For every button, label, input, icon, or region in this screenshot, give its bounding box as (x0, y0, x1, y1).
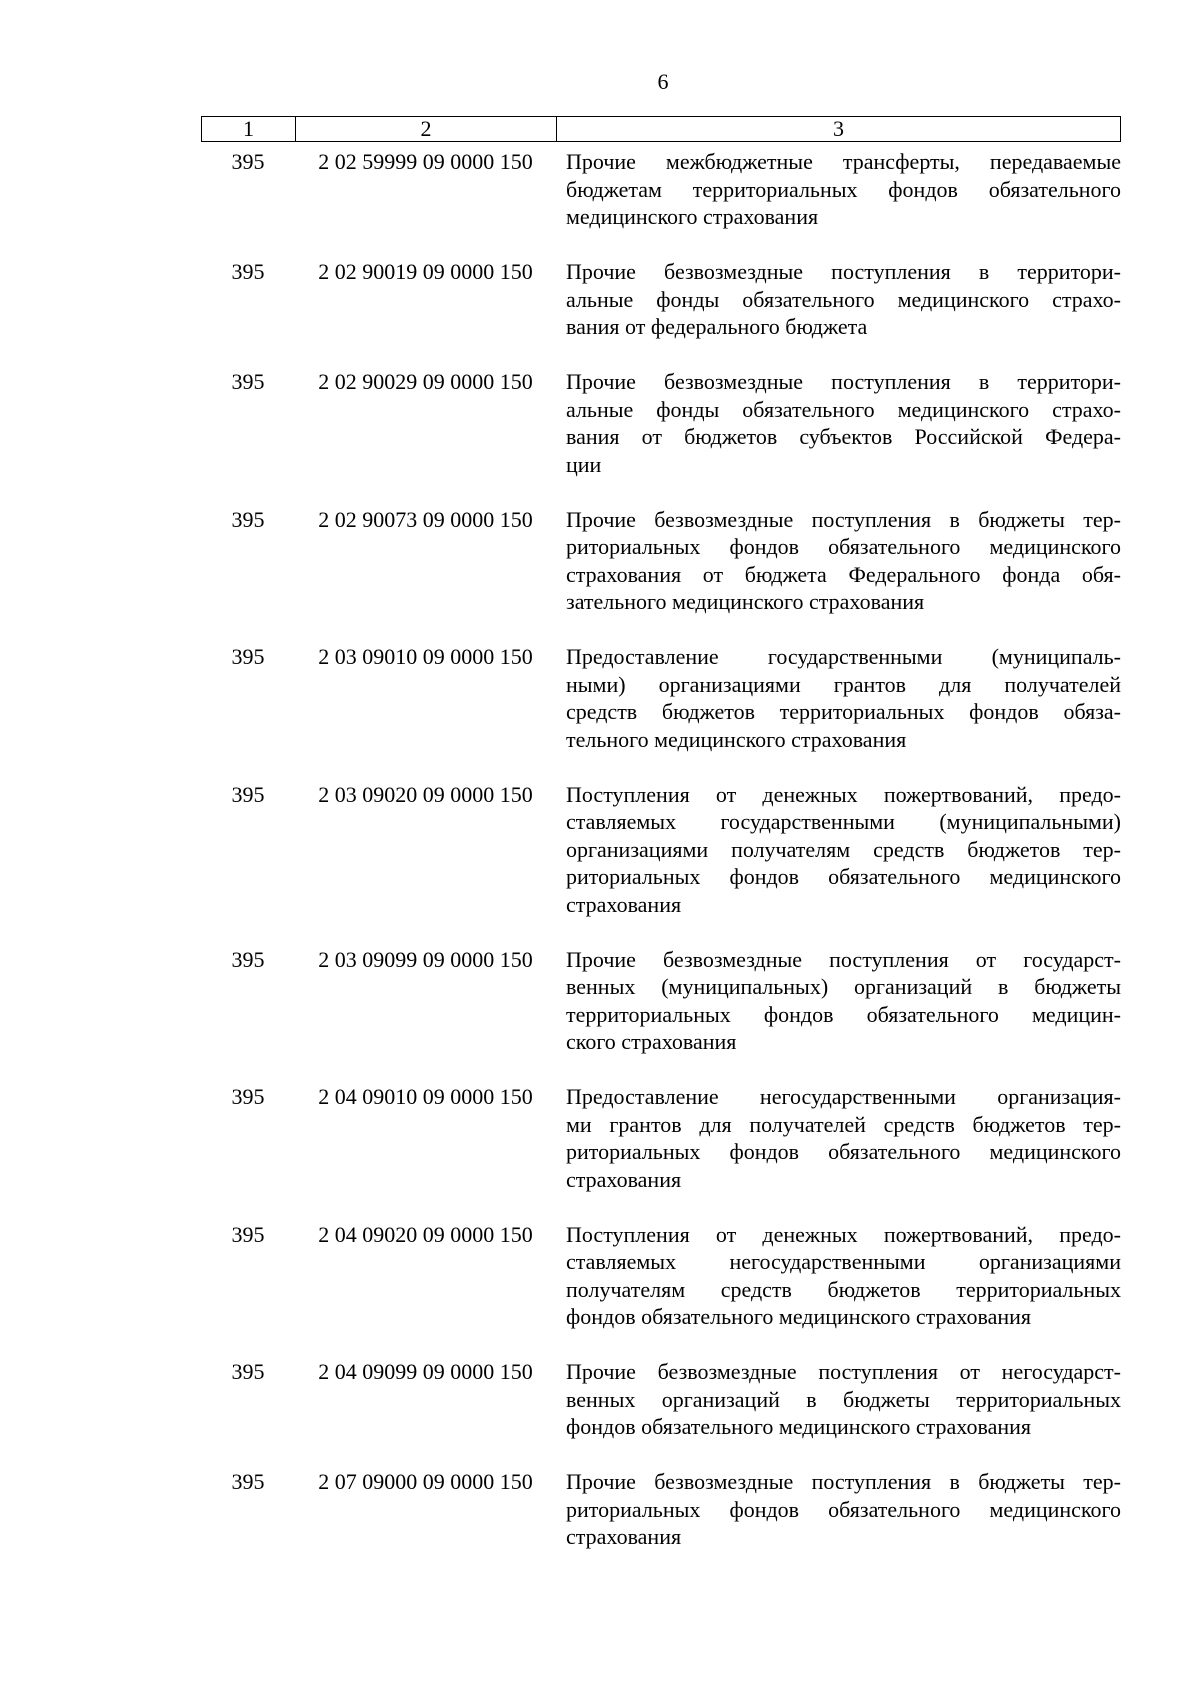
description-line: вания от федерального бюджета (566, 314, 868, 339)
revenue-code-cell: 2 02 59999 09 0000 150 (318, 149, 533, 174)
header-col-1: 1 (202, 117, 296, 141)
revenue-code-cell: 2 04 09010 09 0000 150 (318, 1084, 533, 1109)
description-line: альные фонды обязательного медицинского страхо- (566, 396, 1121, 422)
description-line: Прочие безвозмездные поступления в бюджеты тер- (566, 506, 1121, 532)
description-line: Поступления от денежных пожертвований, предо- (566, 781, 1121, 807)
admin-code-cell: 395 (231, 1469, 265, 1494)
admin-code-cell: 395 (231, 946, 265, 972)
description-line: Прочие безвозмездные поступления в территори- (566, 259, 1121, 284)
table-header (201, 116, 1121, 142)
admin-code-cell: 395 (231, 1359, 265, 1384)
admin-code-cell: 395 (231, 1221, 265, 1247)
description-cell (566, 148, 1121, 231)
table-row (201, 1221, 1121, 1331)
description-line: Предоставление государственными (муниципаль- (566, 644, 1121, 669)
table-row (201, 781, 1121, 919)
table-row (201, 506, 1121, 616)
table-row (201, 946, 1121, 1056)
description-line: страхования (566, 1166, 682, 1192)
revenue-code-cell: 2 02 90073 09 0000 150 (318, 506, 533, 532)
description-line: зательного медицинского страхования (566, 589, 925, 614)
description-cell (566, 781, 1121, 919)
header-col-2: 2 (296, 117, 557, 141)
description-line: ского страхования (566, 1029, 737, 1054)
description-line: ными) организациями грантов для получателей (566, 671, 1121, 697)
description-line: страхования (566, 891, 682, 917)
admin-code-cell: 395 (231, 781, 265, 807)
page-number: 6 (657, 69, 669, 94)
admin-code-cell: 395 (231, 259, 265, 284)
revenue-code-cell: 2 02 90019 09 0000 150 (318, 259, 533, 284)
admin-code-cell: 395 (231, 506, 265, 532)
description-line: риториальных фондов обязательного медицинского (566, 534, 1121, 559)
description-line: медицинского страхования (566, 204, 819, 229)
description-line: Прочие безвозмездные поступления в территори- (566, 369, 1121, 394)
description-line: ставляемых негосударственными организациями (566, 1249, 1121, 1274)
description-cell (566, 1221, 1121, 1331)
description-cell (566, 258, 1121, 341)
revenue-code-cell: 2 07 09000 09 0000 150 (318, 1469, 533, 1494)
table-row (201, 368, 1121, 478)
table-row (201, 258, 1121, 341)
description-line: венных (муниципальных) организаций в бюджеты (566, 974, 1121, 999)
revenue-code-cell: 2 04 09099 09 0000 150 (318, 1359, 533, 1384)
revenue-code-cell: 2 03 09010 09 0000 150 (318, 644, 533, 669)
description-line: Предоставление негосударственными организация- (566, 1084, 1121, 1109)
description-line: тельного медицинского страхования (566, 726, 907, 752)
description-cell (566, 1358, 1121, 1441)
description-line: Прочие безвозмездные поступления от государст- (566, 946, 1121, 972)
description-cell (566, 368, 1121, 478)
table-row (201, 643, 1121, 753)
admin-code-cell: 395 (231, 149, 265, 174)
description-line: риториальных фондов обязательного медицинского (566, 864, 1121, 889)
description-line: фондов обязательного медицинского страхования (566, 1304, 1031, 1329)
description-line: риториальных фондов обязательного медицинского (566, 1496, 1121, 1522)
description-line: средств бюджетов территориальных фондов обяза- (566, 699, 1121, 724)
description-line: Прочие межбюджетные трансферты, передаваемые (566, 149, 1121, 174)
admin-code-cell: 395 (231, 1084, 265, 1109)
table-body (201, 148, 1121, 1578)
description-line: альные фонды обязательного медицинского страхо- (566, 286, 1121, 312)
admin-code-cell: 395 (231, 369, 265, 394)
description-line: Прочие безвозмездные поступления в бюджеты тер- (566, 1469, 1121, 1494)
description-line: страхования (566, 1524, 682, 1549)
description-line: бюджетам территориальных фондов обязательного (566, 176, 1121, 202)
description-line: риториальных фондов обязательного медицинского (566, 1139, 1121, 1164)
description-line: венных организаций в бюджеты территориальных (566, 1386, 1121, 1412)
admin-code-cell: 395 (231, 644, 265, 669)
description-line: ми грантов для получателей средств бюджетов тер- (566, 1111, 1121, 1137)
description-line: ции (566, 451, 602, 477)
description-cell (566, 946, 1121, 1056)
description-cell (566, 643, 1121, 753)
revenue-code-cell: 2 02 90029 09 0000 150 (318, 369, 533, 394)
table-row (201, 1358, 1121, 1441)
revenue-code-cell: 2 04 09020 09 0000 150 (318, 1221, 533, 1247)
description-line: фондов обязательного медицинского страхования (566, 1414, 1031, 1439)
description-cell (566, 1468, 1121, 1551)
description-line: получателям средств бюджетов территориальных (566, 1276, 1121, 1302)
revenue-code-cell: 2 03 09099 09 0000 150 (318, 946, 533, 972)
table-row (201, 1468, 1121, 1551)
description-line: Прочие безвозмездные поступления от негосударст- (566, 1359, 1121, 1384)
description-cell (566, 506, 1121, 616)
description-line: территориальных фондов обязательного медицин- (566, 1001, 1121, 1027)
description-line: вания от бюджетов субъектов Российской Федера- (566, 424, 1121, 449)
table-row (201, 1083, 1121, 1193)
header-col-3: 3 (833, 116, 844, 141)
description-line: ставляемых государственными (муниципальными) (566, 809, 1121, 834)
description-line: страхования от бюджета Федерального фонда обя- (566, 561, 1121, 587)
description-line: Поступления от денежных пожертвований, предо- (566, 1221, 1121, 1247)
table-row (201, 148, 1121, 231)
revenue-code-cell: 2 03 09020 09 0000 150 (318, 781, 533, 807)
description-line: организациями получателям средств бюджетов тер- (566, 836, 1121, 862)
description-cell (566, 1083, 1121, 1193)
